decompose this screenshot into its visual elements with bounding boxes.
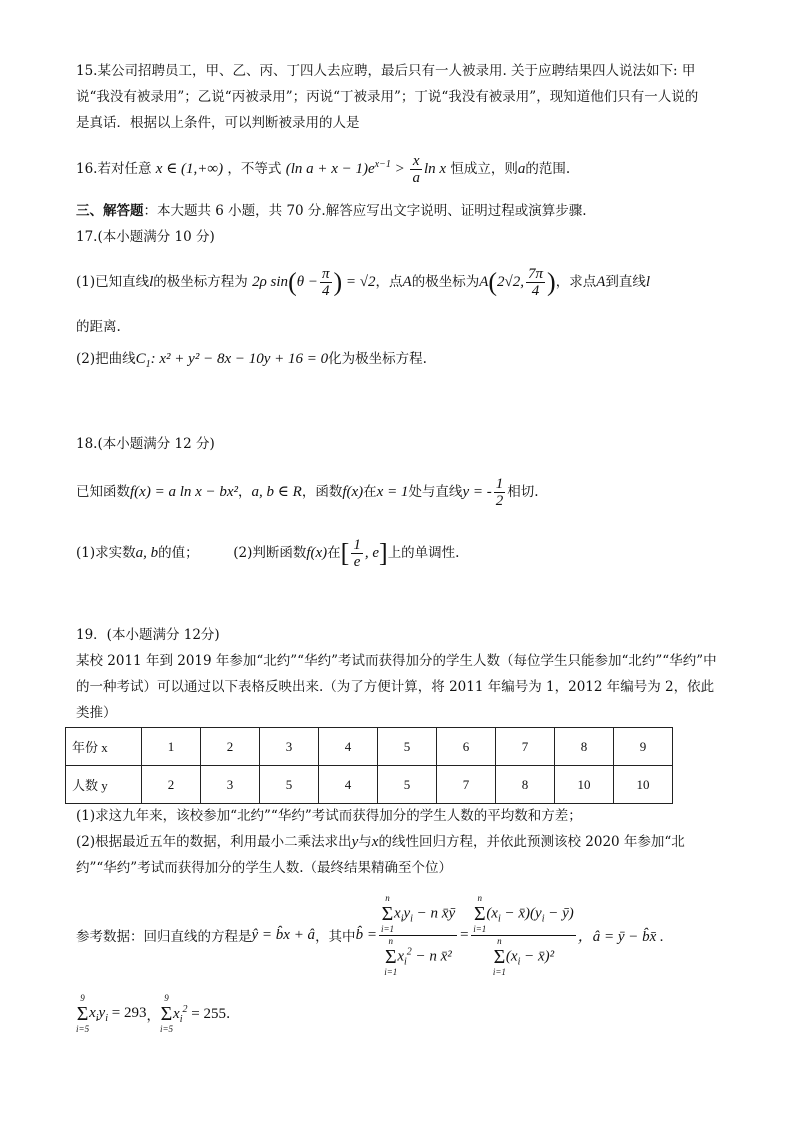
table-cell: 5	[378, 766, 437, 804]
data-table	[65, 727, 673, 804]
q16	[76, 152, 726, 186]
q17-part1: (1)已知直线l的极坐标方程为 2ρ sin(θ − $\frac{\pi}{4}$ ) = √2，点A的极坐标为A(2√2, $\frac{7\pi}{4}$ )，求点A到直线l	[76, 266, 651, 299]
q16-mid: ，不等式	[227, 161, 282, 177]
table-cell: 8	[496, 766, 555, 804]
table-cell: 10	[555, 766, 614, 804]
q16-tail: 的范围.	[525, 161, 571, 177]
table-cell: 7	[496, 728, 555, 766]
q19-reference: 参考数据：回归直线的方程是 ŷ = b̂x + â ，其中 b̂ = n Σ i=1 $x_iy_i - n$ x̄ȳ n Σ i=1 $x_i^2 - n$ x̄² = n Σ i=1 ($x_i$ − $x̄)(y_i$ − ȳ) n Σ i=1 ($x_i$ − x̄)² ，â = ȳ − b̂x̄ .	[76, 892, 664, 977]
table-row-year	[66, 728, 673, 766]
table-cell: 2	[142, 766, 201, 804]
q19-intro1: 某校 2011 年到 2019 年参加“北约”“华约”考试而获得加分的学生人数（每位学生只能参加“北约”“华约”中	[76, 653, 717, 669]
q18-given: 已知函数f(x) = a ln x − bx²，a, b ∈ R，函数f(x)在x = 1处与直线y = - $\frac{1}{2}$ 相切.	[76, 476, 539, 509]
q17-title: 17.(本小题满分 10 分)	[76, 229, 215, 245]
q19-part2-cont: 约”“华约”考试而获得加分的学生人数.（最终结果精确至个位）	[76, 860, 452, 876]
table-cell: 10	[614, 766, 673, 804]
table-cell: 3	[201, 766, 260, 804]
table-cell: 1	[142, 728, 201, 766]
q15-line1: 15.某公司招聘员工，甲、乙、丙、丁四人去应聘，最后只有一人被录用. 关于应聘结果四人说法如下: 甲	[76, 63, 696, 79]
q16-var: a	[517, 161, 526, 177]
q19-sums: 9 Σ i=5 $x_iy_i = 293$ ， 9 Σ i=5 $x_i^2 = 255$ .	[76, 993, 231, 1034]
q19-intro2: 的一种考试）可以通过以下表格反映出来.（为了方便计算，将 2011 年编号为 1，2012 年编号为 2，依此	[76, 679, 715, 695]
q16-inequality: (ln $a + x - 1)e^{x-1}$ > $\frac{x}{a}$ ln x	[285, 153, 447, 187]
table-cell: 3	[260, 728, 319, 766]
section3-text: ：本大题共 6 小题，共 70 分.解答应写出文字说明、证明过程或演算步骤.	[143, 203, 587, 219]
q18-title: 18.(本小题满分 12 分)	[76, 436, 215, 452]
table-cell: 6	[437, 728, 496, 766]
section3-title: 三、解答题	[76, 203, 144, 219]
table-row-count	[66, 766, 673, 804]
table-cell: 8	[555, 728, 614, 766]
q16-prefix: 16.若对任意	[76, 161, 152, 177]
q17-part2: (2)把曲线$C_1$: x² + y² − 8x − 10y + 16 = 0化为极坐标方程.	[76, 351, 427, 370]
q19-intro3: 类推）	[76, 705, 117, 721]
table-cell: 5	[260, 766, 319, 804]
table-header-count: 人数 y	[66, 766, 142, 804]
q15-line2: 说“我没有被录用”；乙说“丙被录用”；丙说“丁被录用”；丁说“我没有被录用”，现知道他们只有一人说的	[76, 89, 699, 105]
table-cell: 4	[319, 766, 378, 804]
q17-part1-end: 的距离.	[76, 319, 121, 335]
ref-fraction-1: n Σ i=1 $x_iy_i - n$ x̄ȳ n Σ i=1 $x_i^2 - n$ x̄²	[380, 892, 456, 977]
sum2-sigma: 9 Σ i=5	[159, 993, 174, 1034]
ref-fraction-2: n Σ i=1 ($x_i$ − $x̄)(y_i$ − ȳ) n Σ i=1 ($x_i$ − x̄)²	[473, 892, 574, 977]
section3-heading	[76, 198, 726, 224]
q16-domain: x ∈ (1,+∞)	[155, 161, 224, 177]
table-cell: 4	[319, 728, 378, 766]
table-header-year: 年份 x	[66, 728, 142, 766]
table-cell: 7	[437, 766, 496, 804]
q19-part1: (1)求这九年来，该校参加“北约”“华约”考试而获得加分的学生人数的平均数和方差；	[76, 808, 582, 824]
table-cell: 5	[378, 728, 437, 766]
q16-suffix: 恒成立，则	[450, 161, 518, 177]
q19-title: 19．(本小题满分 12分)	[76, 627, 220, 643]
q18-parts: (1)求实数a, b的值； (2)判断函数f(x)在[ $\frac{1}{e}$ , e]上的单调性.	[76, 537, 460, 570]
q19-part2: (2)根据最近五年的数据，利用最小二乘法求出y与x的线性回归方程，并依此预测该校 2020 年参加“北	[76, 834, 685, 850]
table-cell: 2	[201, 728, 260, 766]
q15-line3: 是真话．根据以上条件，可以判断被录用的人是	[76, 115, 360, 131]
table-cell: 9	[614, 728, 673, 766]
sum1-sigma: 9 Σ i=5	[76, 993, 90, 1034]
